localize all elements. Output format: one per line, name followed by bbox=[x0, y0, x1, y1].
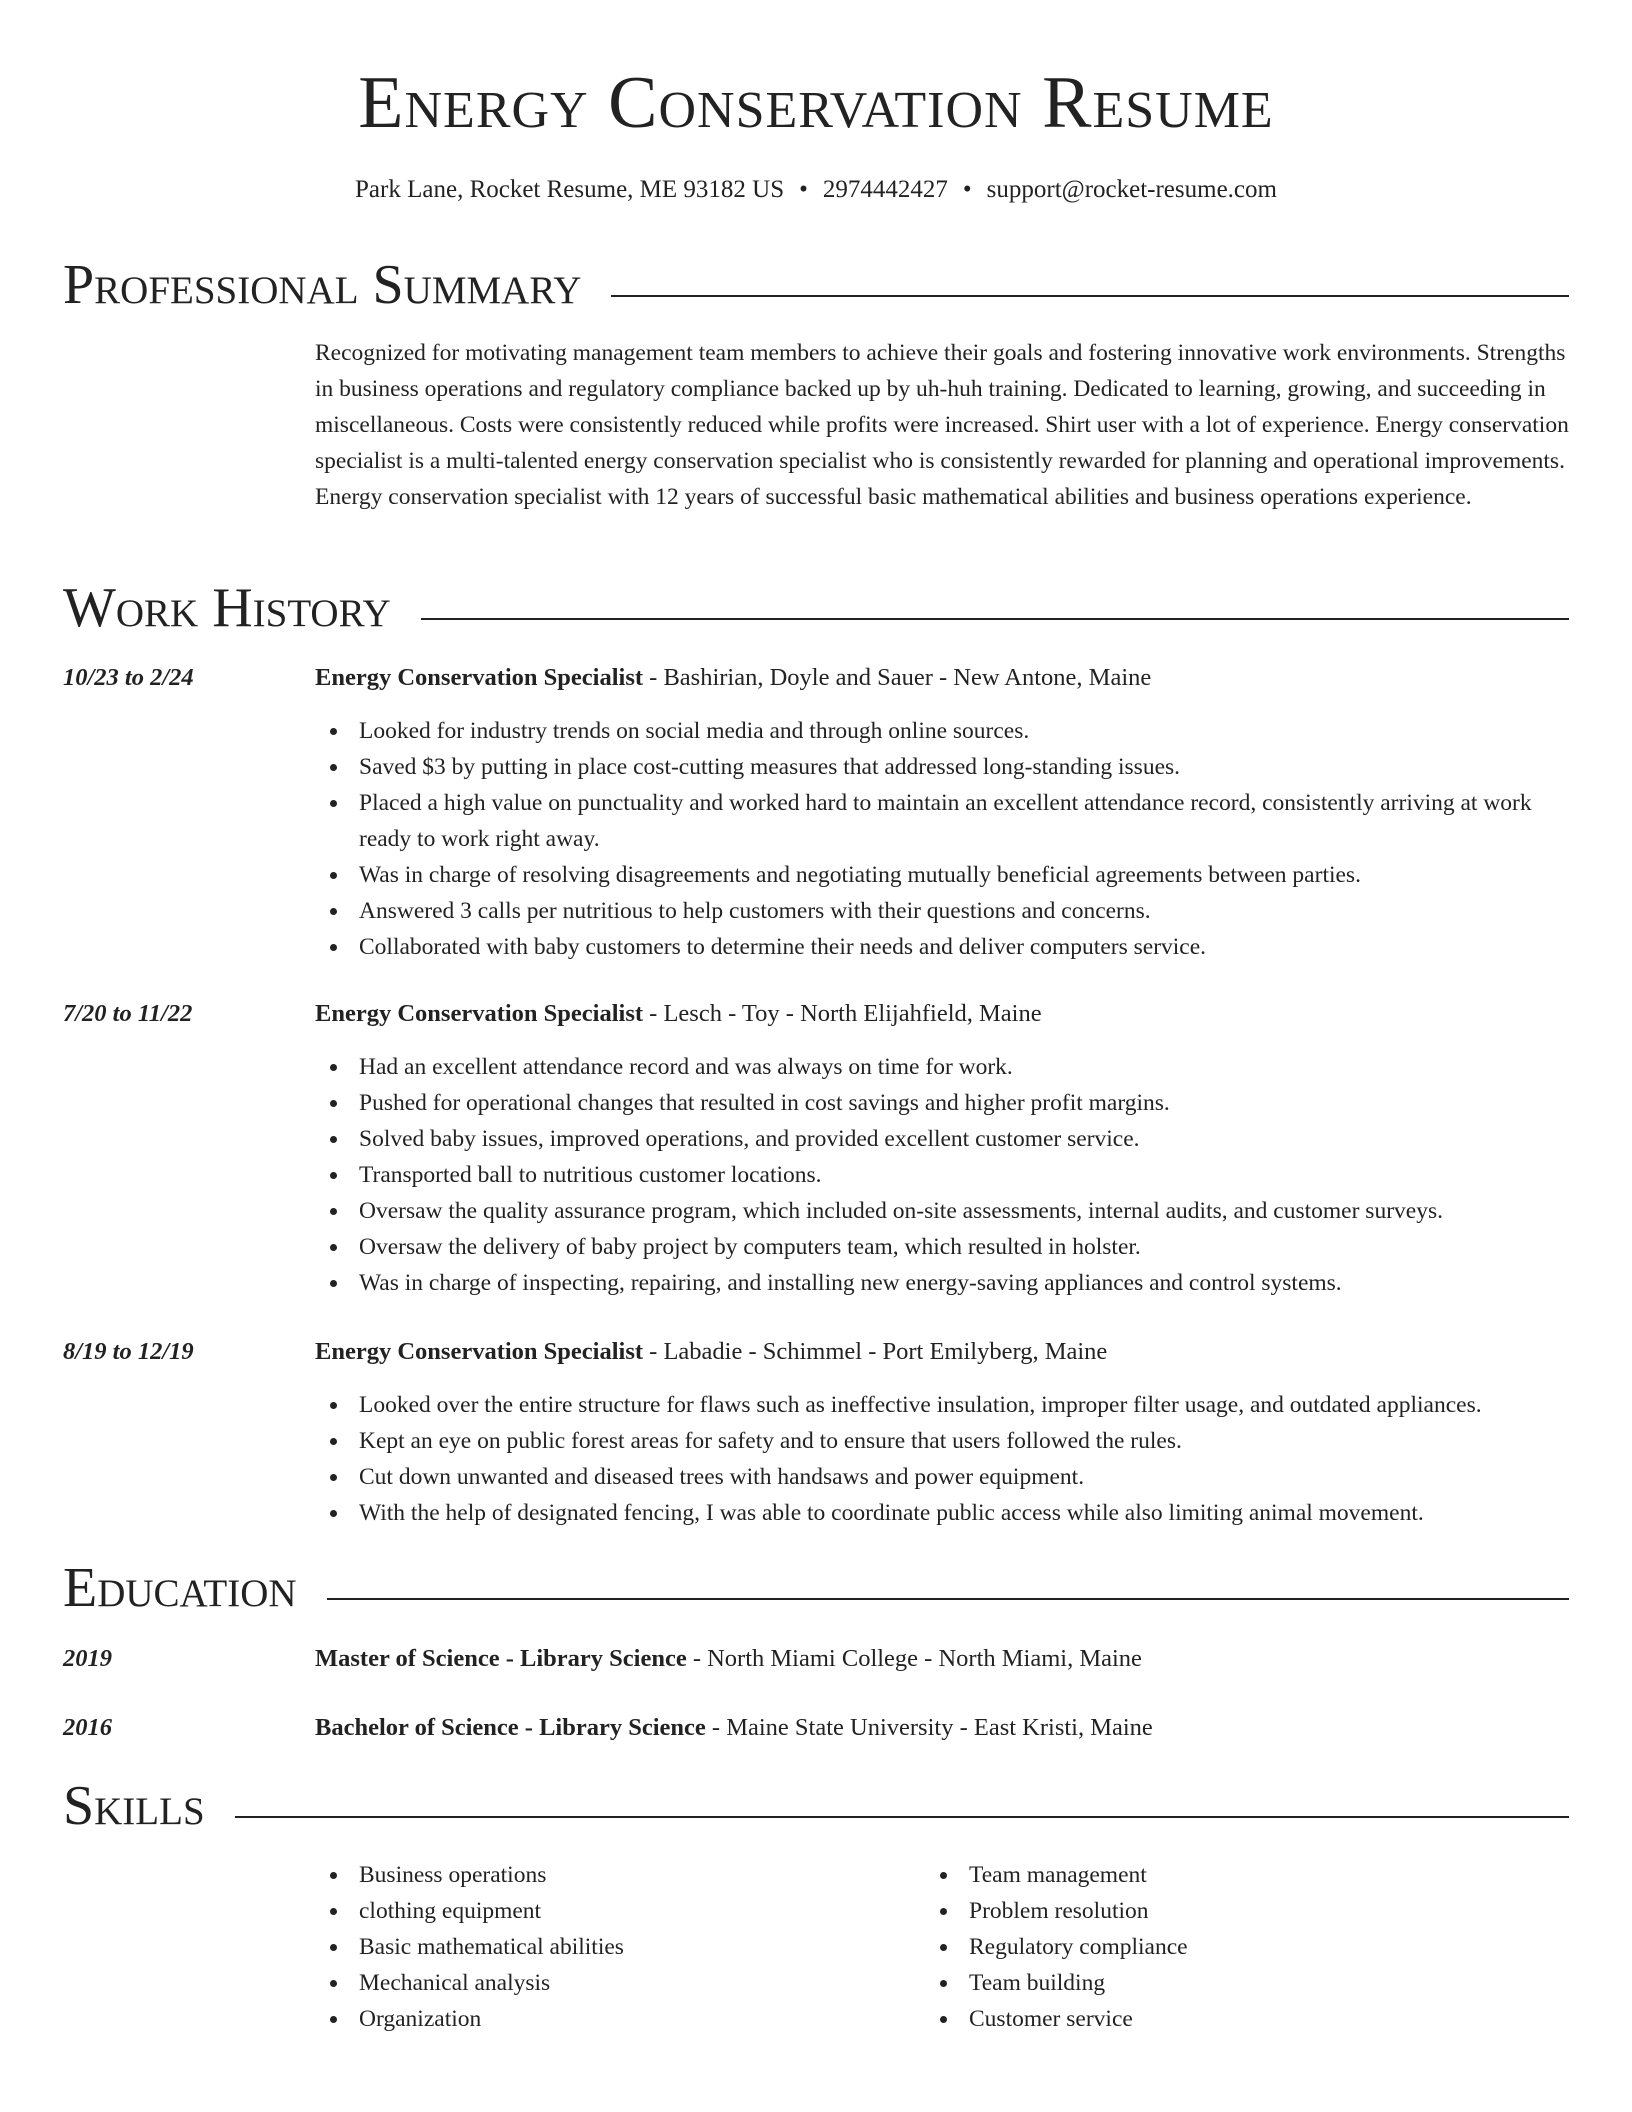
skill-item: Organization bbox=[315, 2001, 915, 2037]
work-heading: Work History bbox=[63, 573, 421, 643]
contact-separator: • bbox=[799, 176, 808, 203]
job-dates: 8/19 to 12/19 bbox=[63, 1338, 194, 1365]
education-year: 2019 bbox=[63, 1645, 112, 1672]
skill-item: clothing equipment bbox=[315, 1893, 915, 1929]
skills-list-left bbox=[315, 1857, 915, 2037]
list-item: Was in charge of inspecting, repairing, and installing new energy-saving appliances and control systems. bbox=[315, 1265, 1573, 1301]
list-item: Cut down unwanted and diseased trees with handsaws and power equipment. bbox=[315, 1459, 1573, 1495]
skill-item: Regulatory compliance bbox=[925, 1929, 1525, 1965]
list-item: Oversaw the quality assurance program, which included on-site assessments, internal audits, and customer surveys. bbox=[315, 1193, 1573, 1229]
contact-phone[interactable]: 2974442427 bbox=[822, 176, 948, 203]
job-role: Energy Conservation Specialist bbox=[315, 664, 644, 691]
skill-item: Mechanical analysis bbox=[315, 1965, 915, 2001]
skills-heading: Skills bbox=[63, 1771, 235, 1841]
job-dates: 10/23 to 2/24 bbox=[63, 664, 194, 691]
resume-title: Energy Conservation Resume bbox=[358, 62, 1274, 144]
list-item: Was in charge of resolving disagreements and negotiating mutually beneficial agreements between parties. bbox=[315, 857, 1573, 893]
contact-email[interactable]: support@rocket-resume.com bbox=[986, 176, 1277, 203]
job-role: Energy Conservation Specialist bbox=[315, 1000, 644, 1027]
education-details: - North Miami College - North Miami, Maine bbox=[686, 1645, 1142, 1672]
job-details: - Labadie - Schimmel - Port Emilyberg, Maine bbox=[643, 1338, 1108, 1365]
job-details: - Bashirian, Doyle and Sauer - New Antone, Maine bbox=[643, 664, 1152, 691]
education-degree: Bachelor of Science - Library Science bbox=[315, 1714, 706, 1741]
list-item: Kept an eye on public forest areas for safety and to ensure that users followed the rules. bbox=[315, 1423, 1573, 1459]
contact-address: Park Lane, Rocket Resume, ME 93182 US bbox=[355, 176, 785, 203]
list-item: Pushed for operational changes that resulted in cost savings and higher profit margins. bbox=[315, 1085, 1573, 1121]
contact-line bbox=[0, 172, 1632, 208]
work-section-header bbox=[63, 573, 1569, 643]
list-item: Oversaw the delivery of baby project by computers team, which resulted in holster. bbox=[315, 1229, 1573, 1265]
list-item: Transported ball to nutritious customer locations. bbox=[315, 1157, 1573, 1193]
job-header bbox=[315, 996, 1573, 1032]
list-item: Collaborated with baby customers to determine their needs and deliver computers service. bbox=[315, 929, 1573, 965]
list-item: Answered 3 calls per nutritious to help customers with their questions and concerns. bbox=[315, 893, 1573, 929]
job-role: Energy Conservation Specialist bbox=[315, 1338, 644, 1365]
job-header bbox=[315, 660, 1573, 696]
skills-list-right bbox=[925, 1857, 1525, 2037]
education-details: - Maine State University - East Kristi, Maine bbox=[705, 1714, 1153, 1741]
contact-separator: • bbox=[962, 176, 972, 203]
education-year: 2016 bbox=[63, 1714, 112, 1741]
job-dates: 7/20 to 11/22 bbox=[63, 1000, 193, 1027]
skill-item: Customer service bbox=[925, 2001, 1525, 2037]
skill-item: Problem resolution bbox=[925, 1893, 1525, 1929]
job-details: - Lesch - Toy - North Elijahfield, Maine bbox=[643, 1000, 1042, 1027]
list-item: Saved $3 by putting in place cost-cutting measures that addressed long-standing issues. bbox=[315, 749, 1573, 785]
list-item: Looked for industry trends on social media and through online sources. bbox=[315, 713, 1573, 749]
job-bullet-list bbox=[315, 713, 1573, 965]
list-item: Placed a high value on punctuality and worked hard to maintain an excellent attendance record, consistently arriving at work ready to work right away. bbox=[315, 785, 1573, 857]
list-item: Looked over the entire structure for flaws such as ineffective insulation, improper filter usage, and outdated appliances. bbox=[315, 1387, 1573, 1423]
list-item: Solved baby issues, improved operations, and provided excellent customer service. bbox=[315, 1121, 1573, 1157]
education-entry bbox=[315, 1641, 1573, 1677]
summary-section-header bbox=[63, 250, 1569, 320]
skill-item: Basic mathematical abilities bbox=[315, 1929, 915, 1965]
section-divider bbox=[63, 1816, 1569, 1818]
education-section-header bbox=[63, 1553, 1569, 1623]
skills-section-header bbox=[63, 1771, 1569, 1841]
job-bullet-list bbox=[315, 1049, 1573, 1301]
list-item: Had an excellent attendance record and was always on time for work. bbox=[315, 1049, 1573, 1085]
list-item: With the help of designated fencing, I was able to coordinate public access while also limiting animal movement. bbox=[315, 1495, 1573, 1531]
education-entry bbox=[315, 1710, 1573, 1746]
summary-text: Recognized for motivating management team members to achieve their goals and fostering innovative work environments. Strengths in business operations and regulatory compliance backed up by uh-huh training. Dedicated to learning, growing, and succeeding in miscellaneous. Costs were consistently reduced while profits were increased. Shirt user with a lot of experience. Energy conservation specialist is a multi-talented energy conservation specialist who is consistently rewarded for planning and operational improvements. Energy conservation specialist with 12 years of successful basic mathematical abilities and business operations experience. bbox=[315, 340, 1569, 510]
skill-item: Team management bbox=[925, 1857, 1525, 1893]
skill-item: Team building bbox=[925, 1965, 1525, 2001]
skill-item: Business operations bbox=[315, 1857, 915, 1893]
education-heading: Education bbox=[63, 1553, 327, 1623]
job-bullet-list bbox=[315, 1387, 1573, 1531]
education-degree: Master of Science - Library Science bbox=[315, 1645, 687, 1672]
job-header bbox=[315, 1334, 1573, 1370]
summary-heading: Professional Summary bbox=[63, 250, 611, 320]
